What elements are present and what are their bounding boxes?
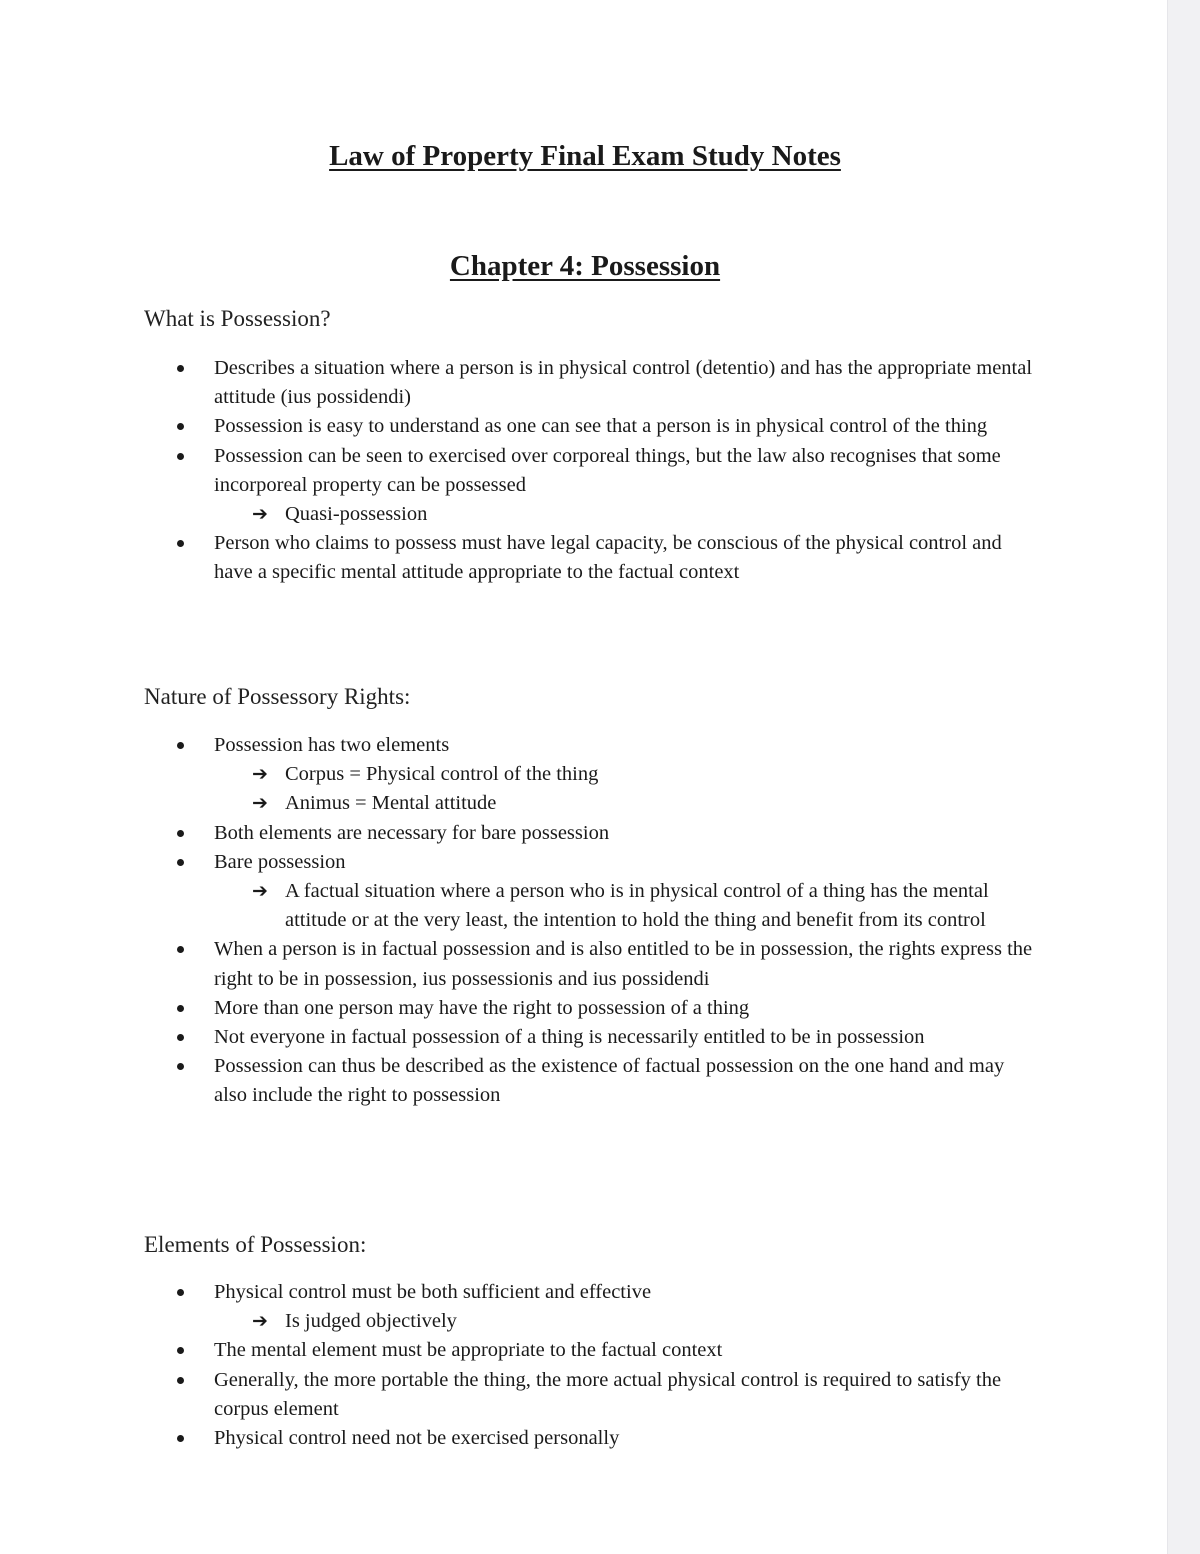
list-item	[144, 412, 1034, 441]
sub-list-item	[144, 1307, 1034, 1336]
list-item	[144, 994, 1034, 1023]
list-item-text: Is judged objectively	[285, 1310, 457, 1333]
list-item-text: Person who claims to possess must have legal capacity, be conscious of the physical control and have a specific mental attitude appropriate to the factual context	[214, 532, 1002, 584]
list-item-text: Possession can thus be described as the existence of factual possession on the one hand and may also include the right to possession	[214, 1055, 1005, 1107]
section-heading-what-is-possession: What is Possession?	[144, 306, 331, 331]
list-item-text: The mental element must be appropriate to the factual context	[214, 1339, 723, 1362]
list-item	[144, 529, 1034, 587]
list-item-text: Corpus = Physical control of the thing	[285, 763, 599, 786]
list-item	[144, 819, 1034, 848]
list-item	[144, 1336, 1034, 1365]
list-item-text: Describes a situation where a person is in physical control (detentio) and has the appropriate mental attitude (ius possidendi)	[214, 357, 1033, 409]
right-arrow-icon: ➔	[252, 792, 268, 815]
bullet-list-elements-of-possession	[144, 1278, 1034, 1453]
list-item-text: Possession is easy to understand as one can see that a person is in physical control of the thing	[214, 415, 988, 438]
list-item	[144, 1424, 1034, 1453]
list-item-text: Both elements are necessary for bare possession	[214, 821, 610, 844]
chapter-title: Chapter 4: Possession	[449, 250, 721, 282]
list-item	[144, 442, 1034, 500]
right-arrow-icon: ➔	[252, 1310, 268, 1333]
list-item	[144, 354, 1034, 412]
section-heading-elements-of-possession: Elements of Possession:	[144, 1232, 367, 1257]
list-item	[144, 1278, 1034, 1307]
list-item	[144, 1052, 1034, 1110]
list-item-text: Quasi-possession	[285, 503, 428, 526]
list-item-text: Not everyone in factual possession of a thing is necessarily entitled to be in possession	[214, 1026, 925, 1049]
list-item	[144, 935, 1034, 993]
right-arrow-icon: ➔	[252, 503, 268, 526]
sub-list-item	[144, 877, 1034, 935]
scrollbar-track[interactable]	[1167, 0, 1200, 1554]
sub-list-item	[144, 500, 1034, 529]
list-item	[144, 1023, 1034, 1052]
sub-list-item	[144, 789, 1034, 818]
list-item-text: Physical control need not be exercised personally	[214, 1427, 620, 1450]
list-item-text: Generally, the more portable the thing, the more actual physical control is required to satisfy the corpus element	[214, 1368, 1002, 1420]
right-arrow-icon: ➔	[252, 880, 268, 903]
list-item-text: Animus = Mental attitude	[285, 792, 497, 815]
list-item	[144, 848, 1034, 877]
list-item	[144, 731, 1034, 760]
bullet-list-what-is-possession	[144, 354, 1034, 588]
section-heading-nature-of-possessory-rights: Nature of Possessory Rights:	[144, 684, 411, 709]
list-item-text: Bare possession	[214, 850, 346, 873]
document-title: Law of Property Final Exam Study Notes	[329, 140, 841, 172]
right-arrow-icon: ➔	[252, 763, 268, 786]
bullet-list-nature-of-possessory-rights	[144, 731, 1034, 1111]
list-item-text: Physical control must be both sufficient and effective	[214, 1281, 652, 1303]
list-item-text: Possession can be seen to exercised over corporeal things, but the law also recognises that some incorporeal property can be possessed	[214, 444, 1001, 496]
list-item-text: More than one person may have the right to possession of a thing	[214, 996, 750, 1019]
sub-list-item	[144, 760, 1034, 789]
list-item-text: When a person is in factual possession and is also entitled to be in possession, the rights express the right to be in possession, ius possessionis and ius possidendi	[214, 938, 1033, 990]
list-item-text: Possession has two elements	[214, 734, 450, 756]
list-item-text: A factual situation where a person who is in physical control of a thing has the mental attitude or at the very least, the intention to hold the thing and benefit from its control	[285, 880, 989, 932]
list-item	[144, 1366, 1034, 1424]
